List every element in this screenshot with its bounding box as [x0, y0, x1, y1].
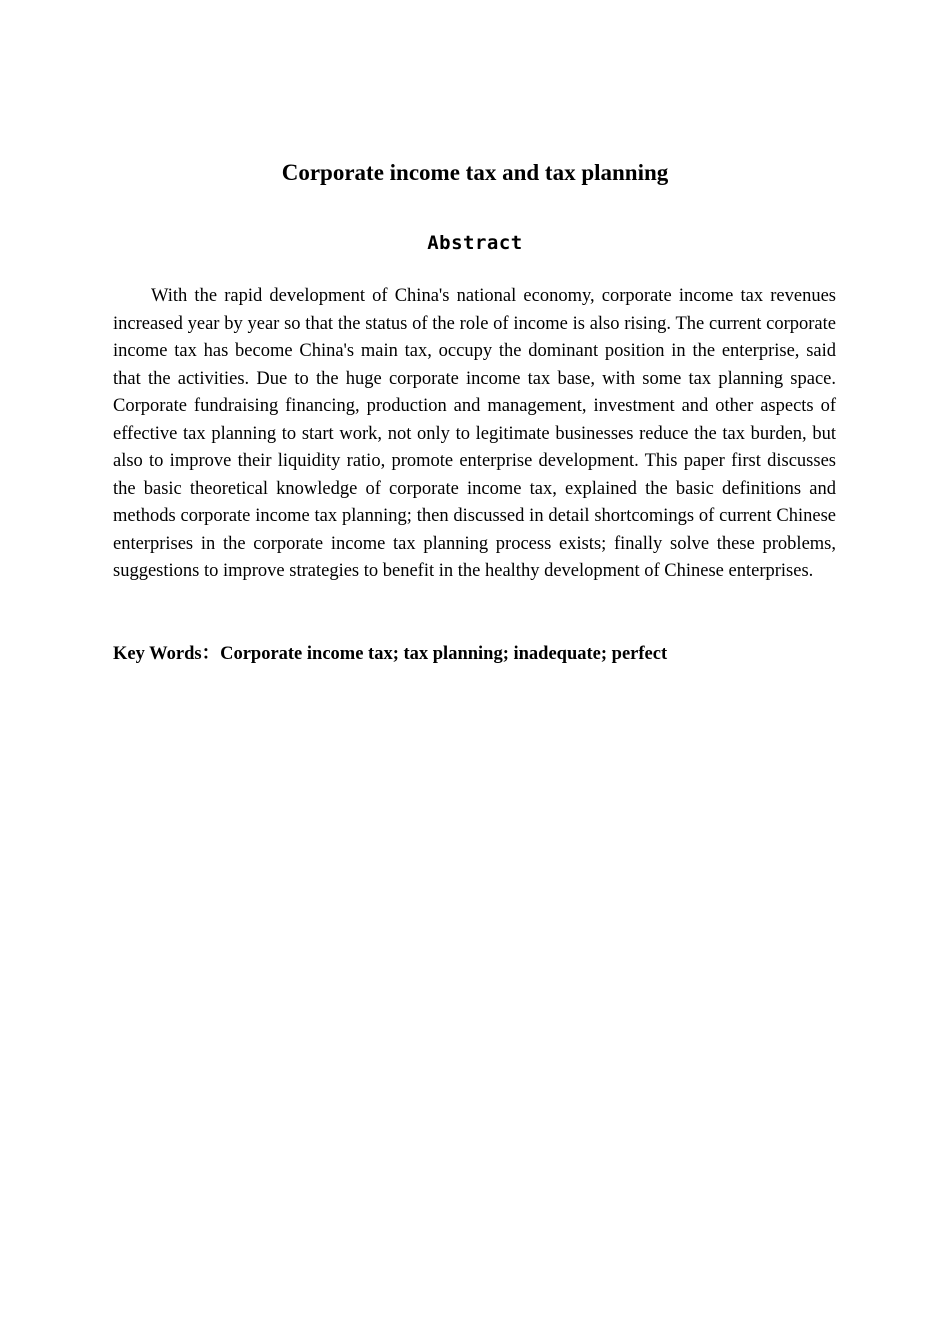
keywords-text: Corporate income tax; tax planning; inadequate; perfect: [220, 644, 668, 664]
paper-title: Corporate income tax and tax planning: [281, 160, 669, 185]
keywords-line: [113, 640, 836, 668]
abstract-body: With the rapid development of China's national economy, corporate income tax revenues increased year by year so that the status of the role of income is also rising. The current corporate income tax has become China's main tax, occupy the dominant position in the enterprise, said that the activities. Due to the huge corporate income tax base, with some tax planning space. Corporate fundraising financing, production and management, investment and other aspects of effective tax planning to start work, not only to legitimate businesses reduce the tax burden, but also to improve their liquidity ratio, promote enterprise development. This paper first discusses the basic theoretical knowledge of corporate income tax, explained the basic definitions and methods corporate income tax planning; then discussed in detail shortcomings of current Chinese enterprises in the corporate income tax planning process exists; finally solve these problems, suggestions to improve strategies to benefit in the healthy development of Chinese enterprises.: [113, 286, 836, 581]
keywords-label: Key Words：: [113, 644, 221, 664]
abstract-heading: Abstract: [427, 232, 523, 254]
